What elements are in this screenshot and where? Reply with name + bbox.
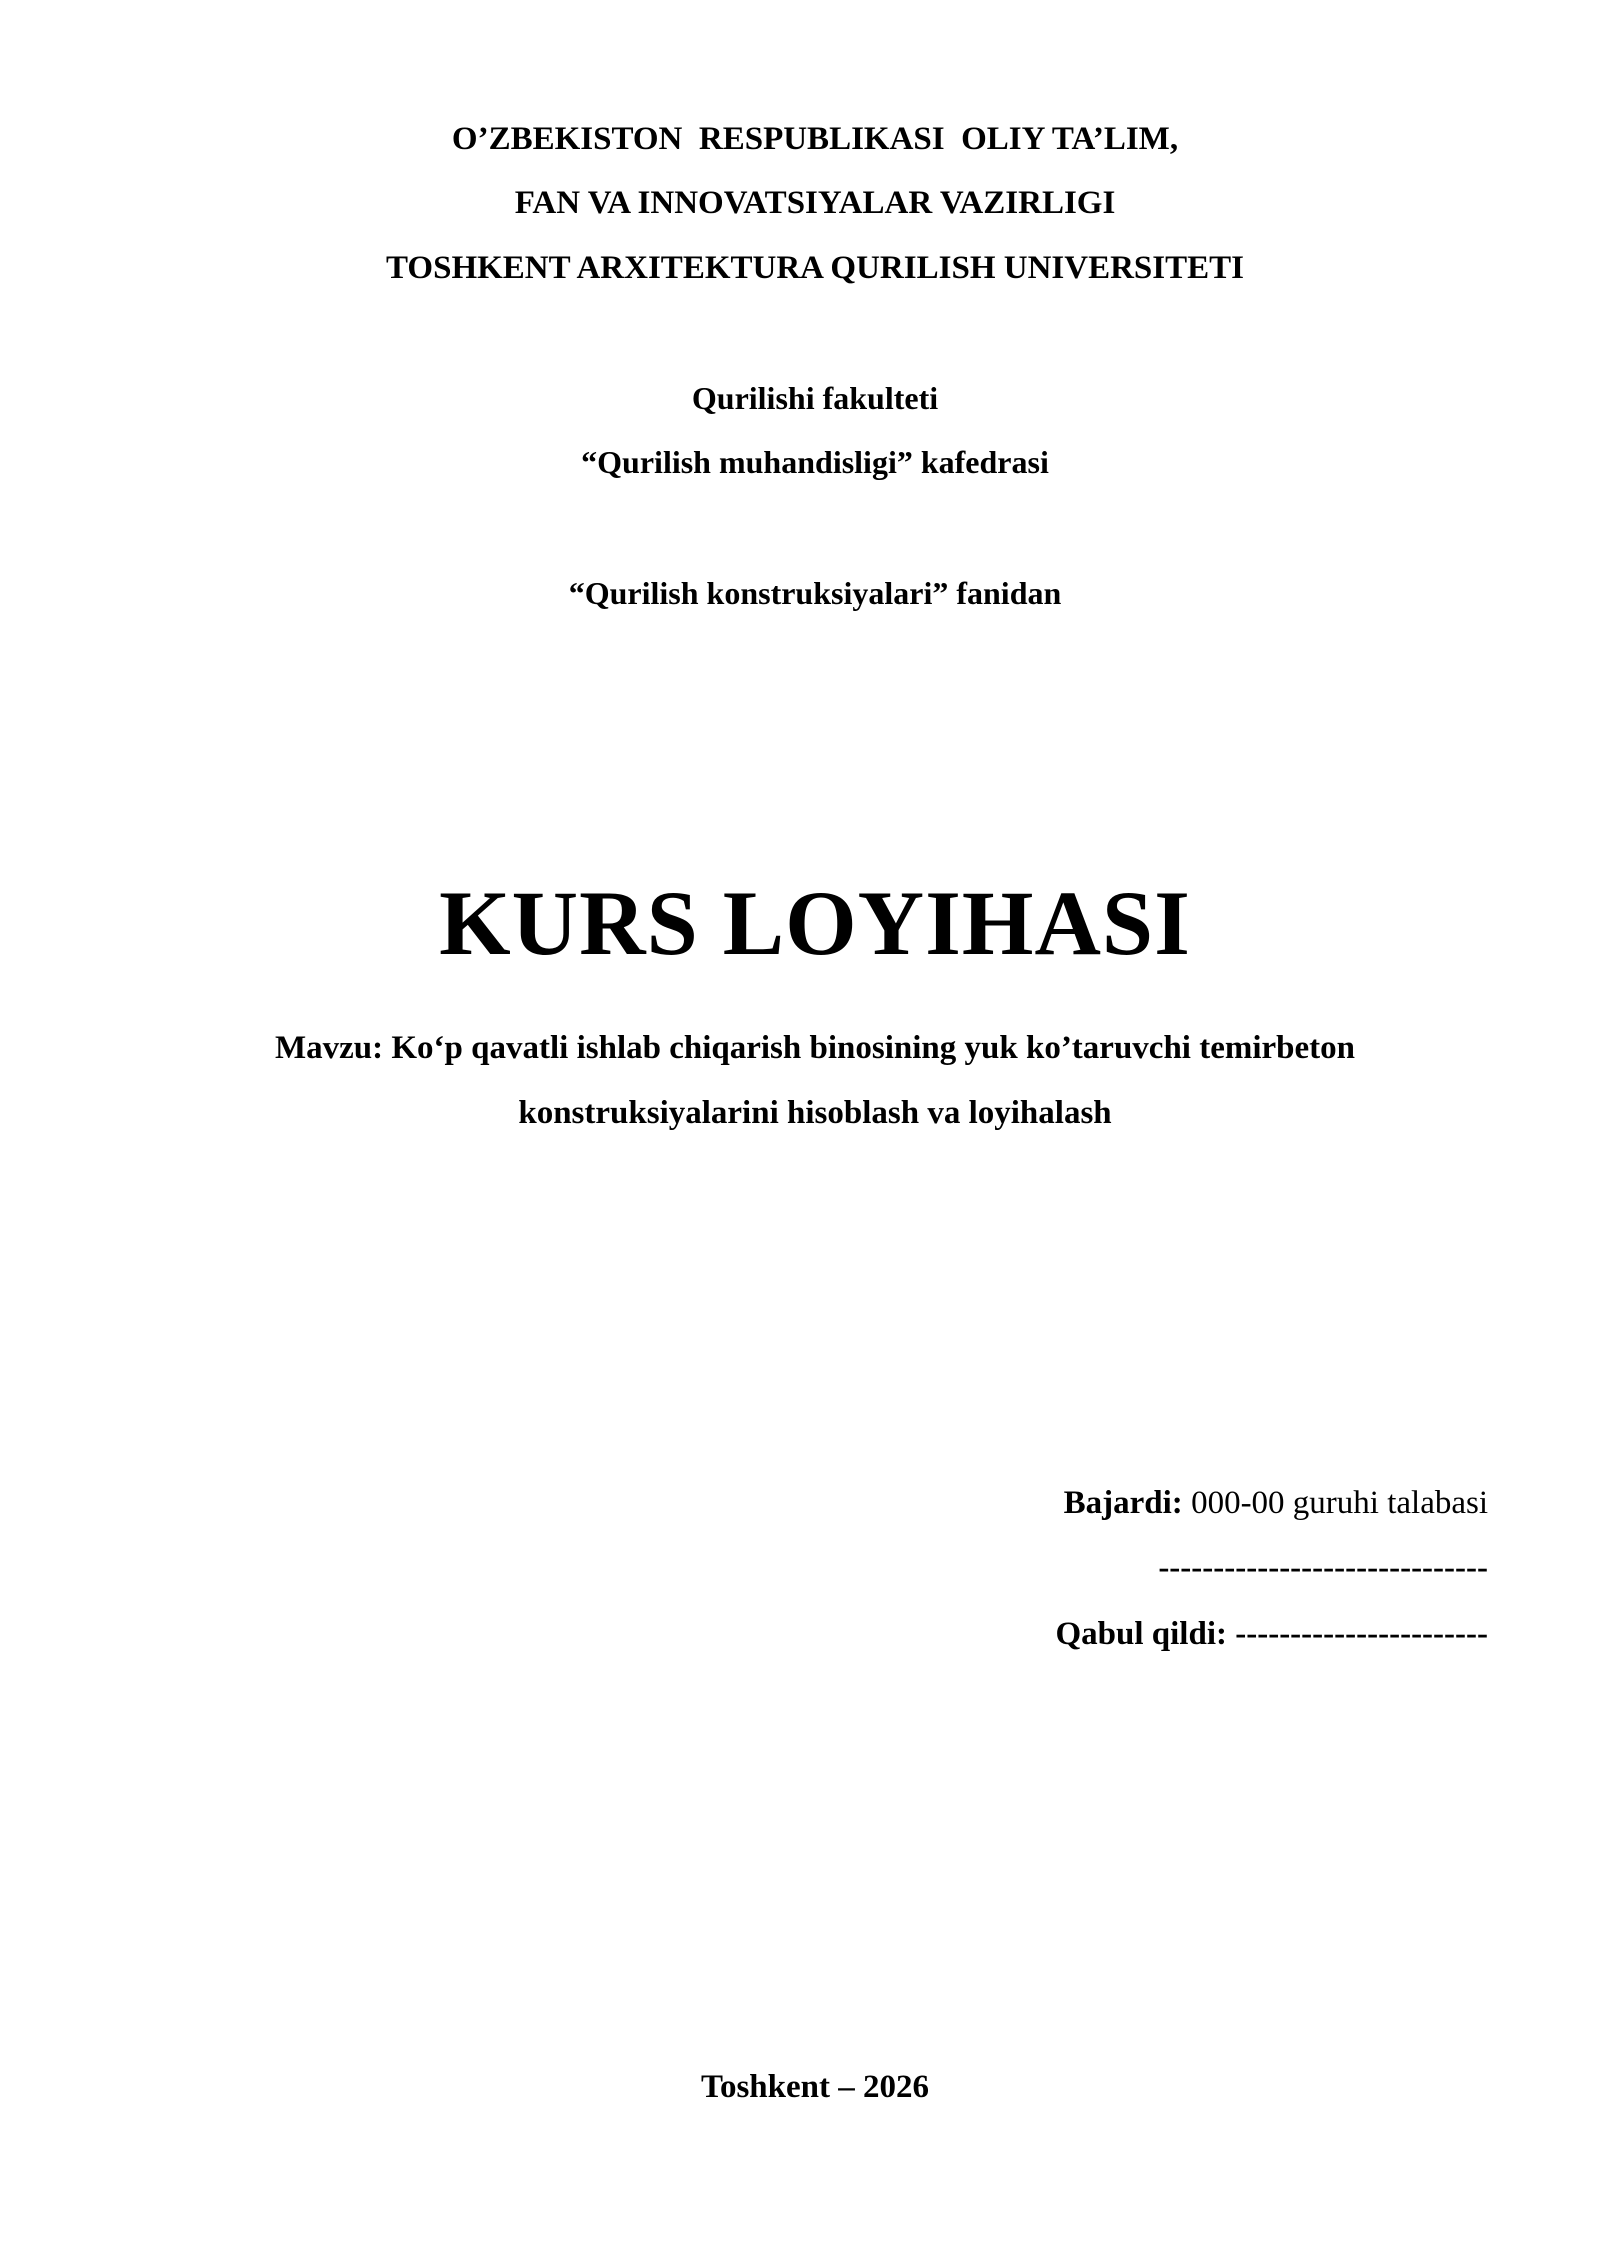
city-year: Toshkent – 2026 <box>700 2069 930 2105</box>
done-by-value: 000-00 guruhi talabasi <box>1182 1485 1488 1521</box>
accepted-by-value: ----------------------- <box>1226 1616 1488 1652</box>
department-name: “Qurilish muhandisligi” kafedrasi <box>581 444 1049 480</box>
university-name: TOSHKENT ARXITEKTURA QURILISH UNIVERSITETI <box>386 250 1244 286</box>
done-by-line <box>1064 1487 1488 1520</box>
subject-name: “Qurilish konstruksiyalari” fanidan <box>568 575 1062 611</box>
faculty-name: Qurilishi fakulteti <box>691 380 939 416</box>
ministry-line-1: O’ZBEKISTON RESPUBLIKASI OLIY TA’LIM, <box>451 121 1179 157</box>
done-by-label: Bajardi: <box>1063 1485 1183 1521</box>
topic-line-1: Mavzu: Ko‘p qavatli ishlab chiqarish binosining yuk ko’taruvchi temirbeton <box>275 1030 1355 1066</box>
ministry-line-2: FAN VA INNOVATSIYALAR VAZIRLIGI <box>514 185 1116 221</box>
accepted-by-line <box>1055 1618 1488 1651</box>
accepted-by-label: Qabul qildi: <box>1055 1616 1227 1652</box>
student-name-blank: ------------------------------ <box>1158 1550 1488 1586</box>
topic-line-2: konstruksiyalarini hisoblash va loyihalash <box>518 1095 1112 1131</box>
document-title: KURS LOYIHASI <box>439 872 1191 974</box>
